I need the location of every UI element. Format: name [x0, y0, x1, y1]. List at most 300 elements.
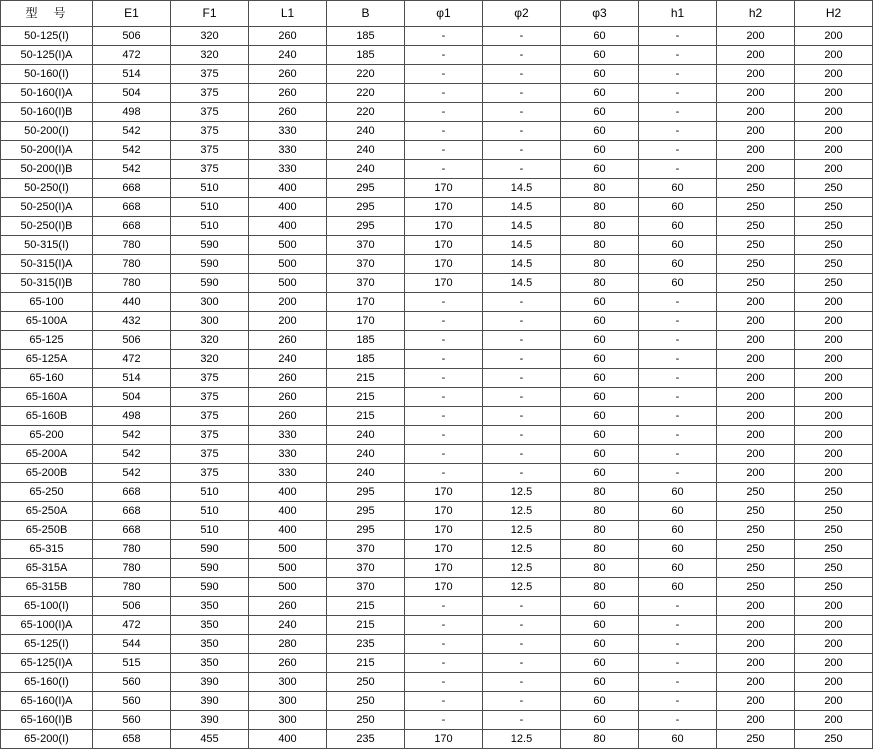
cell-value: - — [483, 445, 561, 464]
table-header-row — [1, 1, 873, 27]
cell-value: 200 — [717, 160, 795, 179]
cell-value: 498 — [93, 103, 171, 122]
cell-model: 65-315 — [1, 540, 93, 559]
cell-value: 170 — [405, 255, 483, 274]
cell-value: - — [639, 673, 717, 692]
cell-value: 400 — [249, 730, 327, 749]
cell-value: - — [405, 673, 483, 692]
cell-value: 200 — [717, 445, 795, 464]
cell-value: 60 — [561, 445, 639, 464]
cell-value: 200 — [717, 635, 795, 654]
cell-value: 500 — [249, 236, 327, 255]
table-row — [1, 578, 873, 597]
cell-value: 432 — [93, 312, 171, 331]
cell-value: 60 — [561, 369, 639, 388]
cell-value: 780 — [93, 578, 171, 597]
table-row — [1, 464, 873, 483]
cell-value: 330 — [249, 160, 327, 179]
cell-value: 200 — [795, 65, 873, 84]
cell-value: 370 — [327, 274, 405, 293]
cell-value: 300 — [249, 711, 327, 730]
cell-value: - — [405, 711, 483, 730]
cell-value: 215 — [327, 654, 405, 673]
table-row — [1, 198, 873, 217]
cell-value: 510 — [171, 502, 249, 521]
cell-value: - — [639, 312, 717, 331]
cell-value: 60 — [561, 654, 639, 673]
table-row — [1, 84, 873, 103]
cell-value: - — [483, 331, 561, 350]
cell-value: 250 — [795, 502, 873, 521]
cell-value: - — [483, 426, 561, 445]
cell-value: 542 — [93, 122, 171, 141]
cell-value: 506 — [93, 331, 171, 350]
cell-value: 200 — [717, 711, 795, 730]
cell-value: 400 — [249, 217, 327, 236]
cell-value: - — [483, 293, 561, 312]
cell-value: 506 — [93, 597, 171, 616]
table-row — [1, 65, 873, 84]
cell-value: - — [639, 27, 717, 46]
cell-model: 65-315B — [1, 578, 93, 597]
cell-value: 370 — [327, 236, 405, 255]
cell-value: 200 — [717, 597, 795, 616]
cell-value: 250 — [717, 274, 795, 293]
cell-value: 390 — [171, 711, 249, 730]
cell-value: 250 — [717, 521, 795, 540]
cell-value: 215 — [327, 407, 405, 426]
cell-value: 200 — [795, 673, 873, 692]
table-row — [1, 616, 873, 635]
cell-model: 65-200(I) — [1, 730, 93, 749]
cell-value: 472 — [93, 616, 171, 635]
cell-value: 544 — [93, 635, 171, 654]
cell-value: 60 — [561, 692, 639, 711]
cell-value: 300 — [249, 692, 327, 711]
cell-model: 50-250(I) — [1, 179, 93, 198]
cell-value: 510 — [171, 217, 249, 236]
cell-value: 215 — [327, 388, 405, 407]
cell-value: 510 — [171, 521, 249, 540]
cell-value: 500 — [249, 559, 327, 578]
cell-value: 60 — [561, 160, 639, 179]
column-header-phi2: φ2 — [483, 1, 561, 27]
cell-model: 65-100A — [1, 312, 93, 331]
table-row — [1, 521, 873, 540]
table-row — [1, 711, 873, 730]
cell-value: 170 — [405, 521, 483, 540]
cell-value: 60 — [639, 502, 717, 521]
cell-value: 780 — [93, 274, 171, 293]
cell-value: - — [405, 616, 483, 635]
cell-value: 60 — [639, 730, 717, 749]
cell-value: 560 — [93, 673, 171, 692]
cell-value: 12.5 — [483, 540, 561, 559]
cell-value: - — [639, 616, 717, 635]
cell-value: 250 — [717, 217, 795, 236]
cell-value: 250 — [717, 236, 795, 255]
cell-value: 200 — [717, 388, 795, 407]
cell-value: 200 — [795, 464, 873, 483]
table-row — [1, 331, 873, 350]
cell-value: 200 — [717, 350, 795, 369]
cell-value: 170 — [405, 217, 483, 236]
table-row — [1, 730, 873, 749]
cell-value: 260 — [249, 654, 327, 673]
cell-value: 375 — [171, 407, 249, 426]
cell-value: 330 — [249, 122, 327, 141]
cell-model: 65-200B — [1, 464, 93, 483]
cell-value: 170 — [405, 236, 483, 255]
table-row — [1, 122, 873, 141]
cell-value: 200 — [717, 369, 795, 388]
cell-value: 200 — [795, 350, 873, 369]
cell-value: - — [405, 388, 483, 407]
cell-value: 80 — [561, 255, 639, 274]
cell-value: 170 — [405, 483, 483, 502]
cell-value: 60 — [561, 141, 639, 160]
cell-value: - — [639, 711, 717, 730]
cell-value: 200 — [717, 616, 795, 635]
cell-value: 170 — [405, 559, 483, 578]
cell-value: 240 — [327, 141, 405, 160]
cell-value: 170 — [405, 198, 483, 217]
cell-value: 280 — [249, 635, 327, 654]
cell-value: - — [483, 692, 561, 711]
cell-value: 250 — [717, 540, 795, 559]
cell-value: 668 — [93, 198, 171, 217]
cell-value: 80 — [561, 540, 639, 559]
cell-value: 250 — [717, 578, 795, 597]
cell-value: 590 — [171, 540, 249, 559]
cell-value: 472 — [93, 46, 171, 65]
cell-value: 780 — [93, 236, 171, 255]
cell-value: 250 — [795, 730, 873, 749]
cell-value: 260 — [249, 369, 327, 388]
cell-value: 542 — [93, 160, 171, 179]
cell-value: 200 — [717, 122, 795, 141]
cell-value: 250 — [327, 711, 405, 730]
cell-model: 50-315(I)B — [1, 274, 93, 293]
cell-model: 50-125(I)A — [1, 46, 93, 65]
cell-value: 300 — [171, 312, 249, 331]
cell-value: 200 — [795, 616, 873, 635]
cell-value: 250 — [795, 236, 873, 255]
table-row — [1, 103, 873, 122]
cell-value: 240 — [327, 122, 405, 141]
cell-value: 500 — [249, 274, 327, 293]
table-row — [1, 445, 873, 464]
cell-value: 330 — [249, 141, 327, 160]
cell-value: - — [405, 84, 483, 103]
cell-value: - — [405, 160, 483, 179]
cell-value: 390 — [171, 692, 249, 711]
cell-value: 260 — [249, 84, 327, 103]
cell-value: - — [639, 331, 717, 350]
cell-value: 240 — [327, 464, 405, 483]
cell-value: 370 — [327, 578, 405, 597]
cell-value: 375 — [171, 160, 249, 179]
cell-model: 50-315(I) — [1, 236, 93, 255]
cell-value: - — [639, 388, 717, 407]
cell-value: 200 — [795, 160, 873, 179]
cell-value: 80 — [561, 198, 639, 217]
cell-model: 50-200(I)B — [1, 160, 93, 179]
cell-value: 60 — [639, 179, 717, 198]
cell-value: 504 — [93, 388, 171, 407]
cell-value: 668 — [93, 217, 171, 236]
cell-value: - — [483, 27, 561, 46]
cell-value: 375 — [171, 122, 249, 141]
cell-value: 472 — [93, 350, 171, 369]
cell-value: - — [639, 635, 717, 654]
cell-value: 80 — [561, 502, 639, 521]
cell-value: 60 — [639, 483, 717, 502]
cell-value: 300 — [249, 673, 327, 692]
cell-value: 12.5 — [483, 483, 561, 502]
cell-value: 320 — [171, 350, 249, 369]
cell-value: 12.5 — [483, 502, 561, 521]
table-row — [1, 654, 873, 673]
cell-value: 60 — [561, 103, 639, 122]
cell-value: 250 — [717, 198, 795, 217]
cell-value: 510 — [171, 483, 249, 502]
cell-value: 200 — [717, 141, 795, 160]
cell-value: - — [483, 312, 561, 331]
cell-value: - — [639, 445, 717, 464]
cell-value: 375 — [171, 464, 249, 483]
cell-value: 200 — [249, 312, 327, 331]
table-row — [1, 388, 873, 407]
cell-value: - — [639, 426, 717, 445]
cell-value: 250 — [795, 540, 873, 559]
cell-value: 375 — [171, 445, 249, 464]
cell-value: 510 — [171, 198, 249, 217]
cell-value: 80 — [561, 179, 639, 198]
cell-value: 320 — [171, 46, 249, 65]
cell-value: 668 — [93, 521, 171, 540]
cell-value: 60 — [639, 255, 717, 274]
cell-value: 542 — [93, 464, 171, 483]
cell-value: 514 — [93, 369, 171, 388]
cell-value: 260 — [249, 27, 327, 46]
cell-model: 50-160(I) — [1, 65, 93, 84]
column-header-H2: H2 — [795, 1, 873, 27]
cell-value: 200 — [795, 46, 873, 65]
cell-value: 60 — [561, 597, 639, 616]
cell-value: - — [405, 141, 483, 160]
cell-model: 65-200A — [1, 445, 93, 464]
cell-model: 65-125(I)A — [1, 654, 93, 673]
cell-value: 590 — [171, 274, 249, 293]
table-row — [1, 255, 873, 274]
cell-model: 65-100(I) — [1, 597, 93, 616]
column-header-e1: E1 — [93, 1, 171, 27]
cell-value: - — [405, 65, 483, 84]
cell-value: 250 — [717, 730, 795, 749]
cell-value: 506 — [93, 27, 171, 46]
cell-value: 375 — [171, 103, 249, 122]
cell-value: 60 — [561, 464, 639, 483]
cell-model: 50-250(I)A — [1, 198, 93, 217]
cell-value: 295 — [327, 217, 405, 236]
cell-model: 65-125 — [1, 331, 93, 350]
cell-value: 60 — [561, 293, 639, 312]
cell-value: 400 — [249, 198, 327, 217]
cell-model: 65-160A — [1, 388, 93, 407]
cell-value: 200 — [795, 122, 873, 141]
cell-value: 240 — [249, 350, 327, 369]
cell-value: 375 — [171, 141, 249, 160]
cell-value: - — [483, 46, 561, 65]
cell-value: - — [639, 141, 717, 160]
cell-value: 375 — [171, 388, 249, 407]
table-row — [1, 179, 873, 198]
cell-model: 65-125A — [1, 350, 93, 369]
cell-value: 200 — [717, 46, 795, 65]
cell-value: 350 — [171, 654, 249, 673]
cell-value: - — [405, 426, 483, 445]
cell-value: 170 — [327, 293, 405, 312]
cell-value: 200 — [717, 293, 795, 312]
cell-value: - — [483, 160, 561, 179]
cell-model: 50-250(I)B — [1, 217, 93, 236]
cell-value: 250 — [717, 559, 795, 578]
cell-value: 14.5 — [483, 198, 561, 217]
cell-value: 200 — [795, 312, 873, 331]
column-header-phi3: φ3 — [561, 1, 639, 27]
cell-value: 200 — [795, 293, 873, 312]
cell-value: 295 — [327, 179, 405, 198]
cell-value: 14.5 — [483, 255, 561, 274]
cell-value: 80 — [561, 521, 639, 540]
cell-model: 50-200(I) — [1, 122, 93, 141]
cell-value: 260 — [249, 331, 327, 350]
cell-value: 60 — [561, 711, 639, 730]
cell-value: - — [639, 293, 717, 312]
cell-value: 250 — [795, 198, 873, 217]
cell-model: 50-160(I)B — [1, 103, 93, 122]
table-row — [1, 692, 873, 711]
cell-value: 560 — [93, 692, 171, 711]
cell-value: 200 — [717, 65, 795, 84]
cell-value: 200 — [795, 426, 873, 445]
cell-value: 250 — [717, 255, 795, 274]
cell-value: 500 — [249, 578, 327, 597]
column-header-model: 型 号 — [1, 1, 93, 27]
cell-value: 200 — [717, 464, 795, 483]
cell-value: 60 — [639, 540, 717, 559]
cell-value: 200 — [795, 445, 873, 464]
cell-value: 200 — [795, 141, 873, 160]
column-header-l1: L1 — [249, 1, 327, 27]
cell-value: 185 — [327, 331, 405, 350]
cell-value: 250 — [795, 217, 873, 236]
cell-value: 60 — [561, 122, 639, 141]
cell-value: 200 — [795, 692, 873, 711]
cell-value: - — [483, 350, 561, 369]
cell-value: 370 — [327, 540, 405, 559]
table-row — [1, 483, 873, 502]
cell-model: 65-100(I)A — [1, 616, 93, 635]
cell-value: 200 — [795, 388, 873, 407]
cell-value: - — [483, 388, 561, 407]
table-row — [1, 407, 873, 426]
cell-value: 14.5 — [483, 179, 561, 198]
cell-value: - — [639, 350, 717, 369]
cell-value: 200 — [795, 331, 873, 350]
cell-value: 780 — [93, 255, 171, 274]
cell-value: - — [405, 692, 483, 711]
cell-value: 250 — [795, 179, 873, 198]
cell-value: 80 — [561, 559, 639, 578]
cell-value: 14.5 — [483, 274, 561, 293]
cell-value: 350 — [171, 597, 249, 616]
cell-value: 60 — [561, 84, 639, 103]
cell-value: 220 — [327, 65, 405, 84]
cell-value: - — [405, 635, 483, 654]
cell-value: 14.5 — [483, 217, 561, 236]
cell-value: - — [405, 350, 483, 369]
cell-value: 260 — [249, 65, 327, 84]
cell-value: 200 — [717, 27, 795, 46]
cell-value: - — [483, 122, 561, 141]
cell-model: 65-160(I)A — [1, 692, 93, 711]
cell-value: 235 — [327, 635, 405, 654]
cell-value: - — [483, 407, 561, 426]
cell-value: 250 — [717, 483, 795, 502]
cell-value: 295 — [327, 521, 405, 540]
cell-value: 250 — [795, 559, 873, 578]
table-row — [1, 597, 873, 616]
cell-value: 780 — [93, 559, 171, 578]
cell-value: 375 — [171, 65, 249, 84]
table-row — [1, 160, 873, 179]
cell-value: 440 — [93, 293, 171, 312]
cell-value: 80 — [561, 274, 639, 293]
cell-model: 65-160B — [1, 407, 93, 426]
cell-value: 12.5 — [483, 578, 561, 597]
table-row — [1, 46, 873, 65]
table-row — [1, 502, 873, 521]
cell-value: 590 — [171, 236, 249, 255]
cell-value: 60 — [639, 198, 717, 217]
cell-value: 455 — [171, 730, 249, 749]
cell-value: 200 — [717, 312, 795, 331]
cell-value: - — [483, 141, 561, 160]
cell-value: - — [639, 369, 717, 388]
column-header-b: B — [327, 1, 405, 27]
table-row — [1, 635, 873, 654]
table-row — [1, 540, 873, 559]
cell-value: - — [639, 464, 717, 483]
cell-model: 50-200(I)A — [1, 141, 93, 160]
cell-model: 65-250 — [1, 483, 93, 502]
cell-value: 200 — [717, 407, 795, 426]
cell-value: 500 — [249, 540, 327, 559]
column-header-f1: F1 — [171, 1, 249, 27]
cell-value: - — [405, 122, 483, 141]
cell-value: 320 — [171, 27, 249, 46]
table-row — [1, 312, 873, 331]
cell-value: 370 — [327, 559, 405, 578]
cell-value: - — [483, 635, 561, 654]
cell-value: 500 — [249, 255, 327, 274]
cell-value: 60 — [639, 236, 717, 255]
cell-value: 215 — [327, 616, 405, 635]
table-row — [1, 369, 873, 388]
cell-value: 200 — [795, 27, 873, 46]
